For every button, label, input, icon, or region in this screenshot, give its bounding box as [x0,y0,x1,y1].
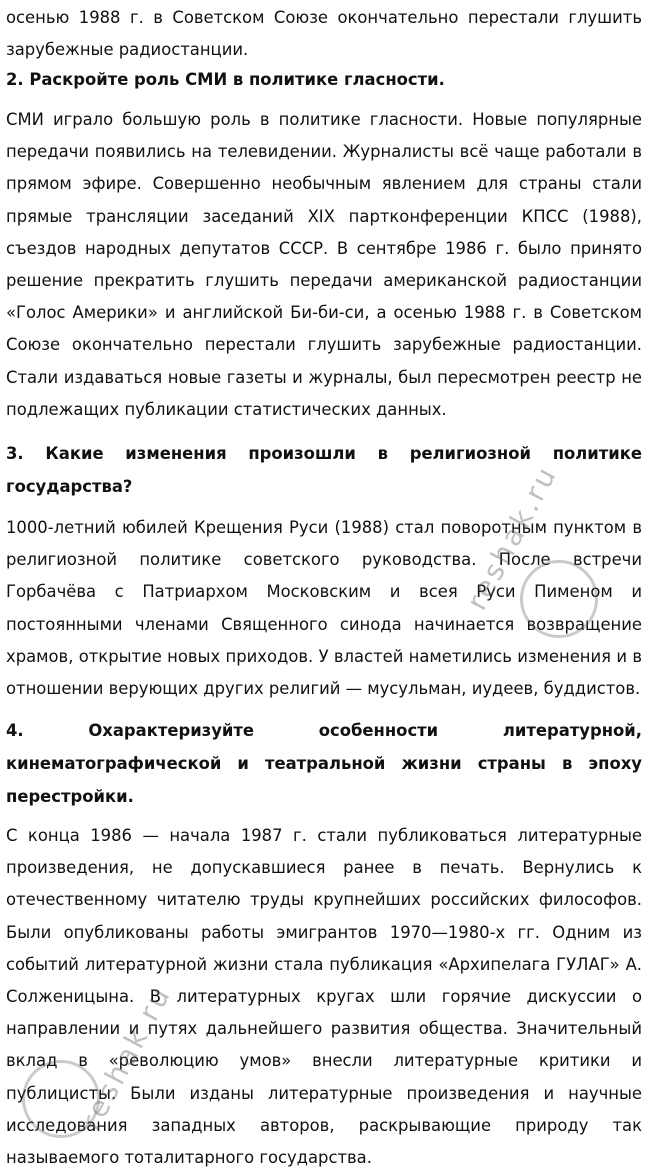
watermark-circle-top [520,560,598,638]
question-2-heading: 2. Раскройте роль СМИ в политике гласности. [6,70,445,89]
question-3-answer: 1000-летний юбилей Крещения Руси (1988) стал поворотным пунктом в религиозной политике советского руководства. После встречи Горбачёва с Патриархом Московским и всея Руси Пименом и постоянными членами Священного синода начинается возвращение храмов, открытие новых приходов. У властей наметились изменения и в отношении верующих других религий — мусульман, иудеев, буддистов. [6,518,642,699]
question-2-answer: СМИ играло большую роль в политике гласности. Новые популярные передачи появились на телевидении. Журналисты всё чаще работали в прямом эфире. Совершенно необычным явлением для страны стали прямые трансляции заседаний XIX партконференции КПСС (1988), съездов народных депутатов СССР. В сентябре 1986 г. было принято решение прекратить глушить передачи американской радиостанции «Голос Америки» и английской Би-би-си, а осенью 1988 г. в Советском Союзе окончательно перестали глушить зарубежные радиостанции. Стали издаваться новые газеты и журналы, был пересмотрен реестр не подлежащих публикации статистических данных. [6,110,642,419]
question-4-heading: 4. Охарактеризуйте особенности литературной, кинематографической и театральной жизни страны в эпоху перестройки. [6,721,642,806]
intro-tail-paragraph: осенью 1988 г. в Советском Союзе окончательно перестали глушить зарубежные радиостанции. [6,8,642,60]
watermark-top: reshak.ru [460,459,564,616]
question-4-answer: С конца 1986 — начала 1987 г. стали публиковаться литературные произведения, не допускавшиеся ранее в печать. Вернулись к отечественному читателю труды крупнейших российских философов. Были опубликованы работы эмигрантов 1970—1980-х гг. Одним из событий литературной жизни стала публикация «Архипелага ГУЛАГ» А. Солженицына. В литературных кругах шли горячие дискуссии о направлении и путях дальнейшего развития общества. Значительный вклад в «революцию умов» внесли литературные критики и публицисты. Были изданы литературные произведения и научные исследования западных авторов, раскрывающие природу так называемого тоталитарного государства. [6,826,642,1168]
watermark-bottom: reshak.ru [74,979,178,1136]
question-3-heading: 3. Какие изменения произошли в религиозной политике государства? [6,444,642,496]
